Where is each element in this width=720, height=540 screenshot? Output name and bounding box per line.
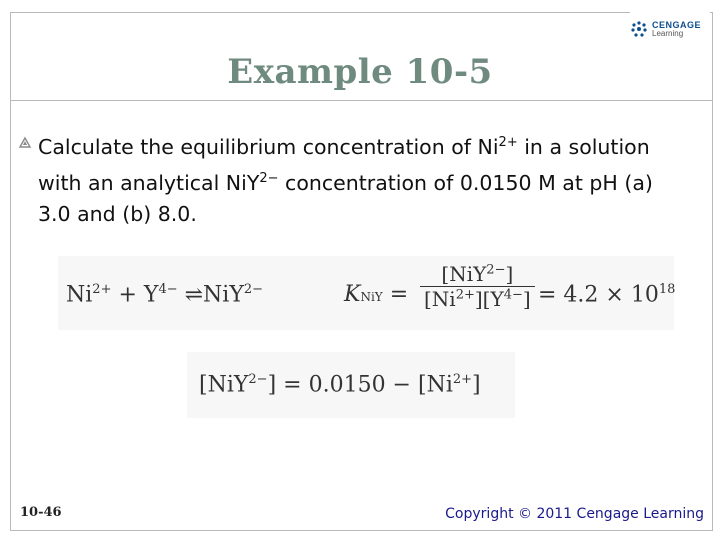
mass-balance-rhs-charge: 2+ (452, 372, 473, 387)
reactant-ni-charge: 2+ (92, 282, 112, 297)
mass-balance-equation-box (187, 352, 515, 418)
statement-niy-charge: 2− (259, 170, 279, 186)
cengage-logo (630, 12, 710, 46)
fraction-denominator: $[Ni^{2+}][Y^{4-}]$ (424, 287, 531, 311)
constant-exponent: 18 (658, 282, 676, 297)
reaction-equation (66, 282, 263, 307)
fraction-numerator: [NiY$^{2-}$] (420, 262, 535, 287)
reactant-y: Y (143, 282, 159, 308)
equals-sign: = (389, 282, 409, 307)
plus-sign: + (118, 282, 137, 308)
numerator-species: [NiY (441, 262, 487, 286)
numerator-charge: 2− (486, 262, 506, 278)
mass-balance-lhs-charge: 2− (248, 372, 268, 387)
reactant-y-charge: 4− (158, 282, 178, 297)
reactant-ni: Ni (66, 282, 93, 308)
formation-constant-fraction (420, 262, 535, 311)
denominator-y-charge: 4− (503, 287, 523, 303)
k-symbol: K (344, 282, 361, 307)
bullet-icon (18, 136, 32, 150)
product-niy: NiY (203, 282, 244, 308)
k-subscript: NiY (360, 290, 383, 304)
denominator-y: ][Y (474, 287, 504, 311)
formation-constant-value (538, 282, 675, 307)
denominator-ni: [Ni (424, 287, 456, 311)
slide-number: 10-46 (20, 505, 62, 520)
statement-text-a: Calculate the equilibrium concentration of Ni (38, 134, 499, 159)
statement-text-b: in a solution with an analytical NiY (38, 134, 650, 195)
mass-balance-end: ] (472, 372, 481, 398)
problem-statement (38, 127, 678, 230)
copyright-notice: Copyright © 2011 Cengage Learning (445, 506, 704, 522)
constant-value: = 4.2 × 10 (538, 282, 659, 308)
statement-ni-charge: 2+ (498, 135, 518, 150)
cengage-logo-icon (630, 20, 648, 38)
statement-text-c: concentration of 0.0150 M at pH (a) 3.0 and (b) 8.0. (38, 170, 653, 226)
product-niy-charge: 2− (243, 282, 264, 297)
title-divider (10, 100, 713, 101)
mass-balance-equation (199, 372, 481, 397)
mass-balance-lhs: [NiY (199, 372, 249, 398)
mass-balance-middle: ] = 0.0150 − [Ni (267, 372, 453, 398)
slide-title: Example 10-5 (227, 52, 493, 92)
denominator-ni-charge: 2+ (455, 287, 475, 303)
logo-line-1: CENGAGE (652, 19, 702, 30)
equilibrium-arrow: ⇌ (184, 282, 204, 308)
formation-constant-label (344, 282, 408, 307)
logo-line-2: Learning (652, 28, 684, 38)
equilibrium-equation-box (58, 256, 674, 330)
